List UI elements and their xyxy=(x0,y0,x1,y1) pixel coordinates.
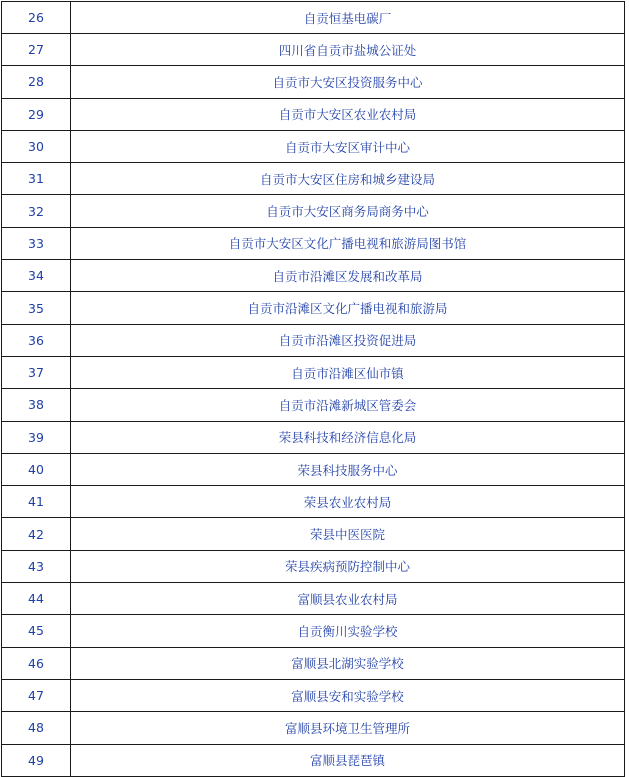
row-number-cell: 46 xyxy=(2,647,71,679)
row-number-cell: 47 xyxy=(2,679,71,711)
row-number-cell: 43 xyxy=(2,550,71,582)
unit-name-cell: 荣县科技和经济信息化局 xyxy=(71,421,625,453)
table-row xyxy=(2,324,625,356)
table-row xyxy=(2,744,625,776)
unit-name-cell: 自贡恒基电碳厂 xyxy=(71,2,625,34)
table-row xyxy=(2,2,625,34)
row-number-cell: 28 xyxy=(2,66,71,98)
table-row xyxy=(2,486,625,518)
table-row xyxy=(2,356,625,388)
row-number-cell: 45 xyxy=(2,615,71,647)
unit-name-cell: 自贡衡川实验学校 xyxy=(71,615,625,647)
table-row xyxy=(2,195,625,227)
unit-name-cell: 富顺县环境卫生管理所 xyxy=(71,712,625,744)
row-number-cell: 27 xyxy=(2,34,71,66)
unit-name-cell: 自贡市大安区文化广播电视和旅游局图书馆 xyxy=(71,227,625,259)
table-row xyxy=(2,389,625,421)
unit-list-table xyxy=(1,1,625,777)
unit-name-cell: 荣县农业农村局 xyxy=(71,486,625,518)
unit-name-cell: 自贡市大安区审计中心 xyxy=(71,130,625,162)
table-row xyxy=(2,518,625,550)
row-number-cell: 35 xyxy=(2,292,71,324)
table-row xyxy=(2,583,625,615)
table-row xyxy=(2,34,625,66)
table-row xyxy=(2,679,625,711)
unit-name-cell: 荣县中医医院 xyxy=(71,518,625,550)
row-number-cell: 41 xyxy=(2,486,71,518)
unit-name-cell: 自贡市沿滩新城区管委会 xyxy=(71,389,625,421)
unit-name-cell: 四川省自贡市盐城公证处 xyxy=(71,34,625,66)
table-row xyxy=(2,712,625,744)
table-row xyxy=(2,66,625,98)
row-number-cell: 48 xyxy=(2,712,71,744)
row-number-cell: 44 xyxy=(2,583,71,615)
unit-name-cell: 自贡市沿滩区投资促进局 xyxy=(71,324,625,356)
row-number-cell: 38 xyxy=(2,389,71,421)
row-number-cell: 30 xyxy=(2,130,71,162)
table-row xyxy=(2,260,625,292)
table-row xyxy=(2,453,625,485)
unit-name-cell: 自贡市沿滩区文化广播电视和旅游局 xyxy=(71,292,625,324)
unit-name-cell: 自贡市大安区商务局商务中心 xyxy=(71,195,625,227)
row-number-cell: 34 xyxy=(2,260,71,292)
row-number-cell: 32 xyxy=(2,195,71,227)
unit-name-cell: 自贡市大安区农业农村局 xyxy=(71,98,625,130)
unit-name-cell: 富顺县安和实验学校 xyxy=(71,679,625,711)
unit-name-cell: 自贡市大安区住房和城乡建设局 xyxy=(71,163,625,195)
row-number-cell: 42 xyxy=(2,518,71,550)
unit-name-cell: 富顺县北湖实验学校 xyxy=(71,647,625,679)
row-number-cell: 39 xyxy=(2,421,71,453)
unit-name-cell: 富顺县农业农村局 xyxy=(71,583,625,615)
row-number-cell: 37 xyxy=(2,356,71,388)
unit-name-cell: 自贡市沿滩区仙市镇 xyxy=(71,356,625,388)
table-row xyxy=(2,98,625,130)
row-number-cell: 49 xyxy=(2,744,71,776)
table-row xyxy=(2,163,625,195)
unit-name-cell: 荣县疾病预防控制中心 xyxy=(71,550,625,582)
row-number-cell: 33 xyxy=(2,227,71,259)
row-number-cell: 40 xyxy=(2,453,71,485)
row-number-cell: 26 xyxy=(2,2,71,34)
row-number-cell: 29 xyxy=(2,98,71,130)
row-number-cell: 36 xyxy=(2,324,71,356)
row-number-cell: 31 xyxy=(2,163,71,195)
unit-name-cell: 富顺县琵琶镇 xyxy=(71,744,625,776)
unit-name-cell: 自贡市沿滩区发展和改革局 xyxy=(71,260,625,292)
table-row xyxy=(2,292,625,324)
table-row xyxy=(2,615,625,647)
table-row xyxy=(2,421,625,453)
unit-name-cell: 自贡市大安区投资服务中心 xyxy=(71,66,625,98)
table-row xyxy=(2,647,625,679)
unit-list-body xyxy=(2,2,625,777)
unit-name-cell: 荣县科技服务中心 xyxy=(71,453,625,485)
table-row xyxy=(2,550,625,582)
table-row xyxy=(2,227,625,259)
table-row xyxy=(2,130,625,162)
